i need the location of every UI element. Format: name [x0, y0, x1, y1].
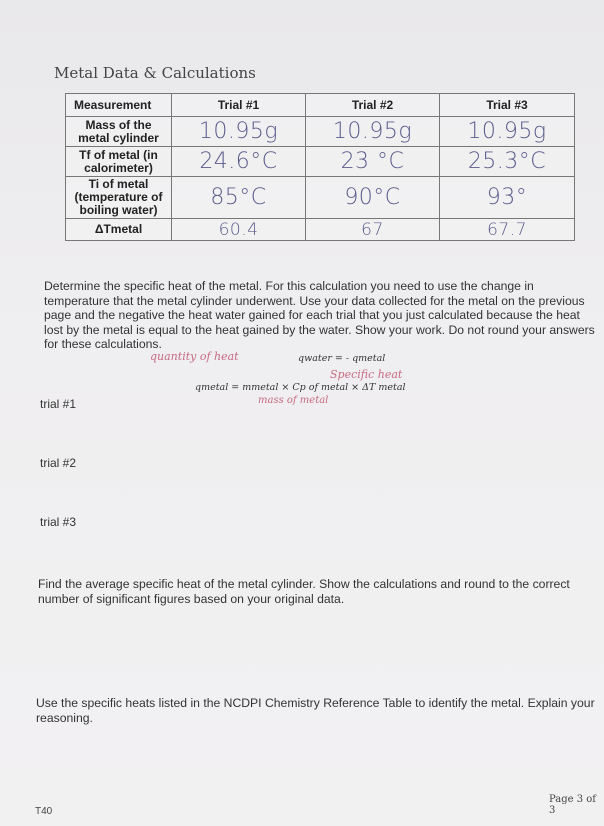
trial-1-label: trial #1: [40, 397, 77, 411]
header-trial-2: Trial #2: [306, 94, 440, 117]
label-line: ΔTmetal: [94, 222, 143, 236]
ti-trial-3: 93°: [440, 177, 575, 219]
average-specific-heat-prompt: Find the average specific heat of the metal cylinder. Show the calculations and round to the correct number of significant figures based on your original data.: [38, 577, 570, 606]
tf-trial-2: 23 °C: [306, 147, 440, 177]
label-line: Tf of metal (in: [79, 147, 158, 162]
table-header-row: [66, 94, 575, 117]
worksheet-title: Metal Data & Calculations: [54, 64, 256, 82]
row-label-mass: [66, 117, 172, 147]
delta-t-trial-2: 67: [306, 219, 440, 241]
page-number: Page 3 of 3: [549, 794, 597, 816]
table-row-tf: [66, 147, 575, 177]
quantity-of-heat-annotation: quantity of heat: [150, 350, 239, 363]
label-line: boiling water): [79, 203, 158, 217]
table-row-ti: [66, 177, 575, 219]
mass-trial-2: 10.95g: [306, 117, 440, 147]
metal-data-table: [65, 93, 575, 241]
footer-code: T40: [35, 806, 53, 817]
row-label-delta-t: [66, 219, 172, 241]
label-line: metal cylinder: [78, 130, 159, 145]
header-measurement: Measurement: [66, 94, 172, 117]
specific-heat-annotation: Specific heat: [330, 368, 403, 381]
header-trial-3: Trial #3: [440, 94, 575, 117]
specific-heat-instructions: Determine the specific heat of the metal. For this calculation you need to use the change in temperature that the metal cylinder underwent. Use your data collected for the metal on the previous page and the negative the heat water gained for each trial that you just calculated because the heat lost by the metal is equal to the heat gained by the water. Show your work. Do not round your answers for these calculations.: [44, 279, 595, 352]
tf-trial-3: 25.3°C: [440, 147, 575, 177]
formula-q-metal: qmetal = mmetal × Cp of metal × ΔT metal: [195, 382, 406, 393]
mass-trial-1: 10.95g: [172, 117, 306, 147]
row-label-ti: [66, 177, 172, 219]
formula-q-water: qwater = - qmetal: [298, 353, 386, 364]
header-trial-1: Trial #1: [172, 94, 306, 117]
delta-t-trial-3: 67.7: [440, 219, 575, 241]
label-line: (temperature of: [74, 190, 163, 204]
row-label-tf: [66, 147, 172, 177]
tf-trial-1: 24.6°C: [172, 147, 306, 177]
ti-trial-2: 90°C: [306, 177, 440, 219]
trial-2-label: trial #2: [40, 456, 77, 470]
label-line: Mass of the: [85, 117, 152, 132]
ti-trial-1: 85°C: [172, 177, 306, 219]
trial-3-label: trial #3: [40, 515, 77, 529]
table-row-delta-t: [66, 219, 575, 241]
mass-trial-3: 10.95g: [440, 117, 575, 147]
table-row-mass: [66, 117, 575, 147]
identify-metal-prompt: Use the specific heats listed in the NCDPI Chemistry Reference Table to identify the metal. Explain your reasoning.: [36, 696, 595, 725]
label-line: Ti of metal: [88, 177, 149, 191]
mass-of-metal-annotation: mass of metal: [258, 395, 329, 406]
delta-t-trial-1: 60.4: [172, 219, 306, 241]
label-line: calorimeter): [84, 160, 153, 175]
